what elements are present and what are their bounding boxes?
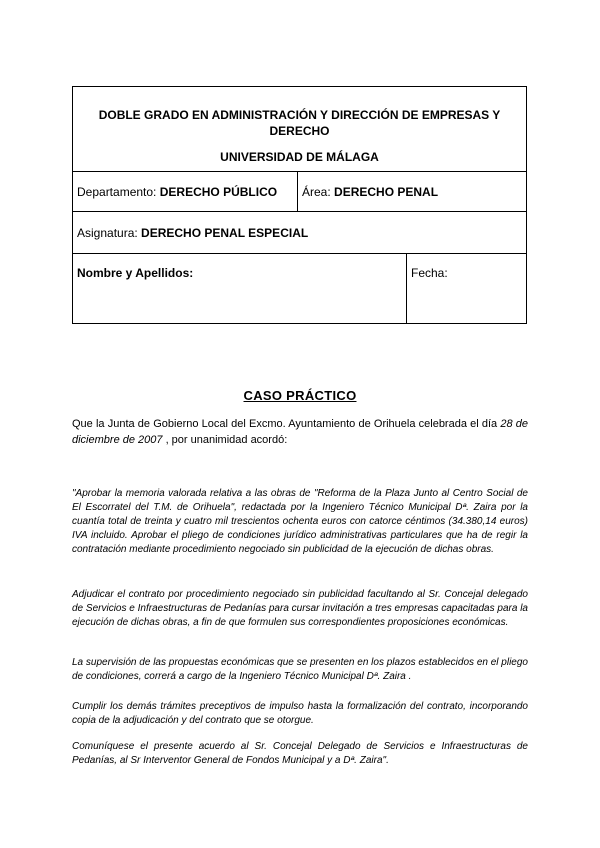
department-label: Departamento: (77, 184, 157, 199)
area-cell (298, 172, 526, 211)
subject-value: DERECHO PENAL ESPECIAL (141, 225, 309, 240)
subject-label: Asignatura: (77, 225, 138, 240)
name-label: Nombre y Apellidos: (77, 266, 194, 280)
university-name: UNIVERSIDAD DE MÁLAGA (220, 150, 379, 164)
department-value: DERECHO PÚBLICO (159, 184, 278, 199)
degree-title: DOBLE GRADO EN ADMINISTRACIÓN Y DIRECCIÓN DE EMPRESAS Y DERECHO (98, 108, 501, 138)
name-row (73, 253, 526, 323)
agreement-paragraph-5: Comuníquese el presente acuerdo al Sr. Concejal Delegado de Servicios e Infraestructuras de Pedanías, al Sr Interventor General de Fondos Municipal y a Dª. Zaira". (72, 741, 528, 766)
name-field[interactable] (73, 254, 407, 323)
case-title: CASO PRÁCTICO (243, 388, 357, 403)
subject-cell (73, 212, 526, 253)
area-label: Área: (302, 184, 331, 199)
area-value: DERECHO PENAL (334, 184, 439, 199)
intro-paragraph (72, 416, 528, 448)
department-cell (73, 172, 298, 211)
title-block (73, 87, 526, 171)
intro-date: 28 de diciembre de 2007 (72, 418, 528, 446)
agreement-paragraph-4: Cumplir los demás trámites preceptivos de impulso hasta la formalización del contrato, incorporando copia de la adjudicación y del contrato que se otorgue. (72, 701, 528, 726)
agreement-paragraph-2: Adjudicar el contrato por procedimiento negociado sin publicidad facultando al Sr. Concejal delegado de Servicios e Infraestructuras de Pedanías para cursar invitación a tres empresas capacitadas para la ejecución de dichas obras, a fin de que formulen sus correspondientes proposiciones económicas. (72, 589, 528, 628)
agreement-paragraph-1: "Aprobar la memoria valorada relativa a las obras de "Reforma de la Plaza Junto al Centro Social de El Escorratel del T.M. de Orihuela", redactada por la Ingeniero Técnico Municipal Dª. Zaira por la cuantía total de treinta y cuatro mil trescientos ochenta euros con catorce céntimos (34.380,14 euros) IVA incluido. Aprobar el pliego de condiciones jurídico administrativas particulares que ha de regir la contratación mediante procedimiento negociado sin publicidad de la ejecución de dichas obras. (72, 488, 528, 555)
subject-row (73, 211, 526, 253)
header-table (72, 86, 527, 324)
agreement-paragraph-3: La supervisión de las propuestas económicas que se presenten en los plazos establecidos en el pliego de condiciones, correrá a cargo de la Ingeniero Técnico Municipal Dª. Zaira . (72, 657, 528, 682)
date-label: Fecha: (411, 266, 448, 280)
department-row (73, 171, 526, 211)
intro-end: , por unanimidad acordó: (162, 434, 288, 446)
intro-text: Que la Junta de Gobierno Local del Excmo. Ayuntamiento de Orihuela celebrada el día (72, 418, 501, 430)
date-field[interactable] (407, 254, 526, 323)
